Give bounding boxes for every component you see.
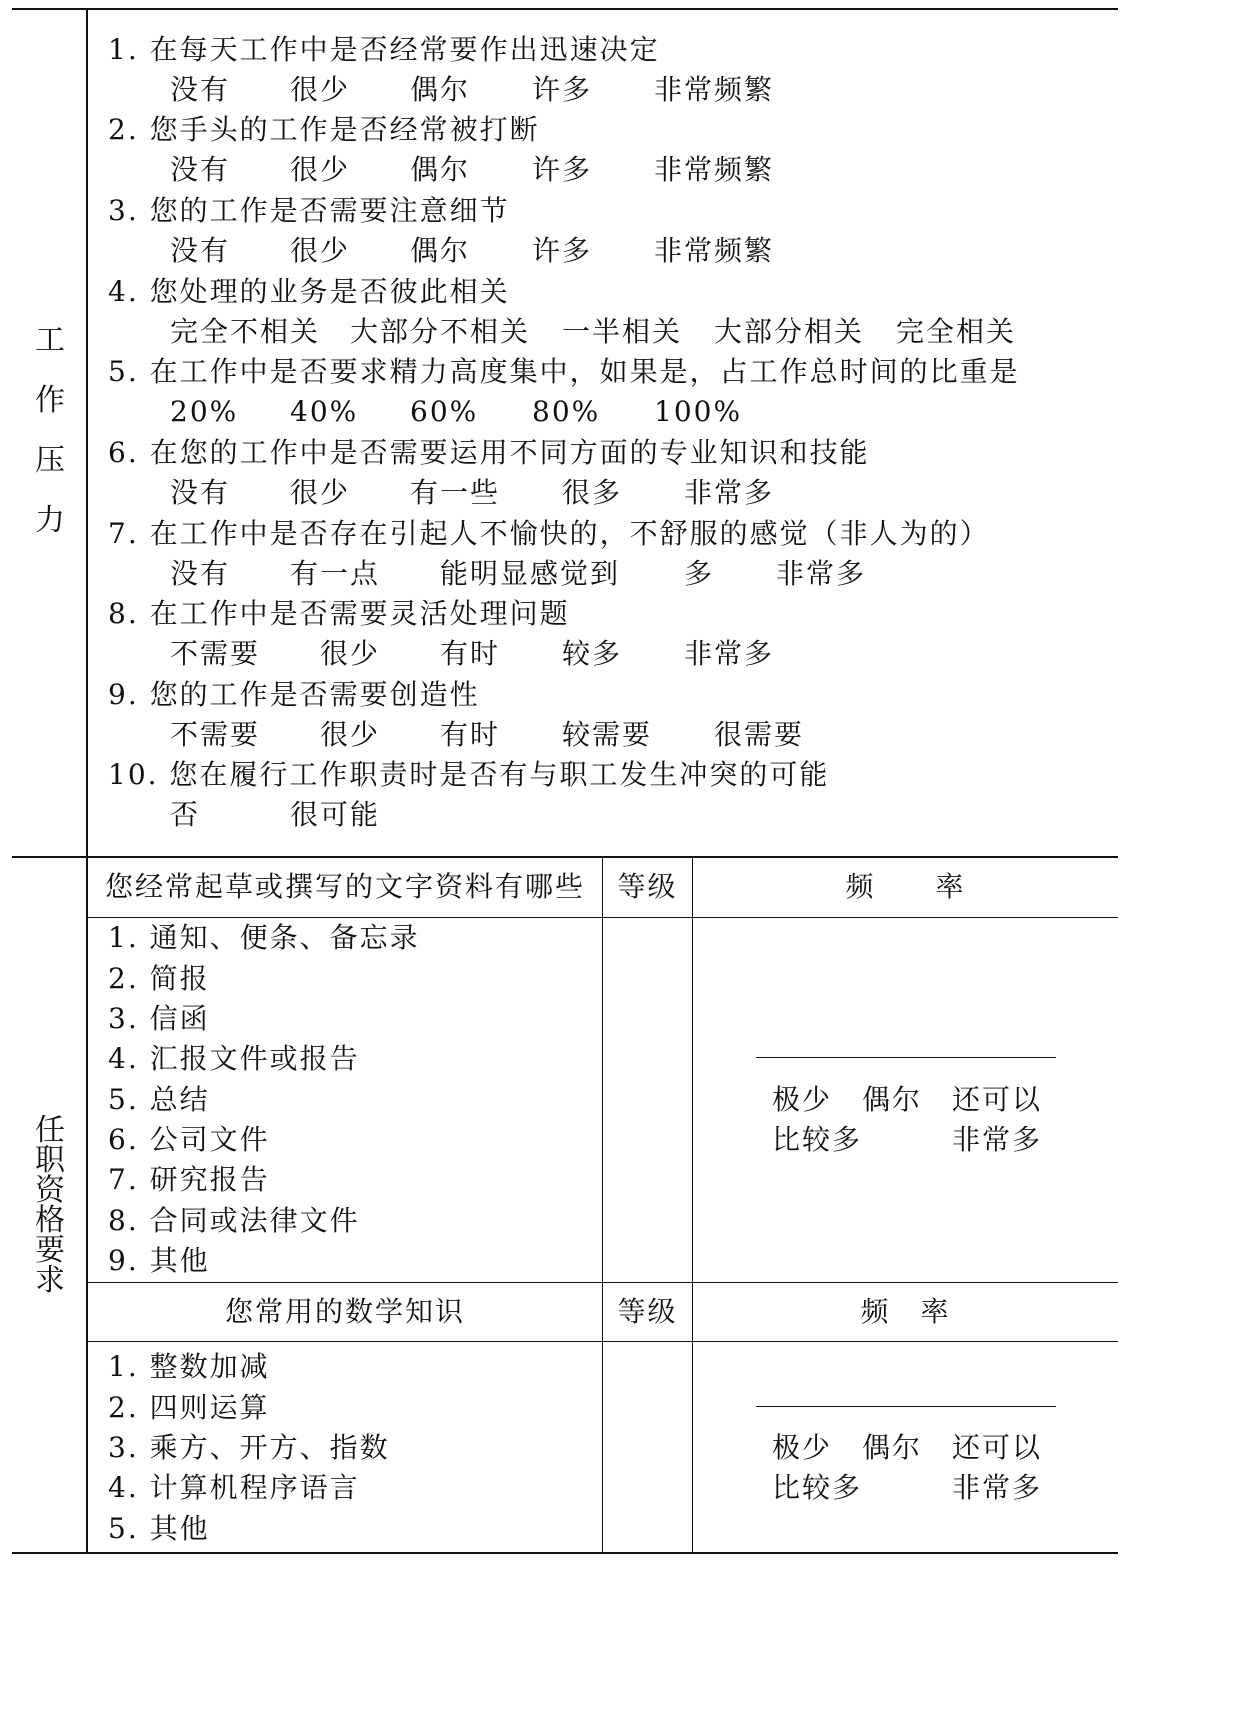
frequency-option: 极少 <box>772 1083 833 1116</box>
writing-grade-header: 等级 <box>617 870 678 903</box>
option: 40% <box>290 395 359 428</box>
option: 100% <box>654 395 743 428</box>
pressure-label-3: 压 <box>35 443 65 478</box>
math-frequency-header: 频 率 <box>860 1295 951 1328</box>
section-divider <box>12 856 1118 858</box>
question-6: 6. 在您的工作中是否需要运用不同方面的专业知识和技能 <box>108 436 870 469</box>
question-10: 10. 您在履行工作职责时是否有与职工发生冲突的可能 <box>108 758 830 791</box>
option: 很多 <box>562 476 623 509</box>
math-item: 3. 乘方、开方、指数 <box>108 1431 390 1464</box>
option: 完全不相关 <box>170 315 321 348</box>
option: 许多 <box>532 153 593 186</box>
option: 非常多 <box>776 557 867 590</box>
frequency-option: 偶尔 <box>862 1431 923 1464</box>
writing-item: 1. 通知、便条、备忘录 <box>108 921 420 954</box>
option: 偶尔 <box>410 73 471 106</box>
qualification-label-5: 要 <box>35 1233 65 1268</box>
writing-item: 7. 研究报告 <box>108 1163 270 1196</box>
writing-item: 3. 信函 <box>108 1002 210 1035</box>
option: 能明显感觉到 <box>440 557 621 590</box>
pressure-label-4: 力 <box>35 503 65 538</box>
question-7: 7. 在工作中是否存在引起人不愉快的，不舒服的感觉（非人为的） <box>108 517 990 550</box>
option: 很少 <box>290 153 351 186</box>
writing-item: 8. 合同或法律文件 <box>108 1204 360 1237</box>
math-item: 1. 整数加减 <box>108 1350 270 1383</box>
option: 很可能 <box>290 798 381 831</box>
frequency-option: 极少 <box>772 1431 833 1464</box>
math-item: 2. 四则运算 <box>108 1391 270 1424</box>
option: 许多 <box>532 73 593 106</box>
option: 没有 <box>170 557 231 590</box>
option: 有时 <box>440 637 501 670</box>
writing-item: 2. 简报 <box>108 962 210 995</box>
option: 很少 <box>290 73 351 106</box>
frequency-option: 非常多 <box>952 1471 1043 1504</box>
option: 不需要 <box>170 718 261 751</box>
option: 非常频繁 <box>654 73 775 106</box>
qualification-label-2: 职 <box>35 1143 65 1178</box>
option: 没有 <box>170 73 231 106</box>
writing-item: 4. 汇报文件或报告 <box>108 1042 360 1075</box>
frequency-option: 偶尔 <box>862 1083 923 1116</box>
option: 一半相关 <box>562 315 683 348</box>
option: 20% <box>170 395 239 428</box>
bottom-border <box>12 1552 1118 1554</box>
question-4: 4. 您处理的业务是否彼此相关 <box>108 275 510 308</box>
option: 很少 <box>320 637 381 670</box>
option: 有一点 <box>290 557 381 590</box>
option: 大部分相关 <box>714 315 865 348</box>
math-grade-header: 等级 <box>617 1295 678 1328</box>
option: 没有 <box>170 234 231 267</box>
question-1: 1. 在每天工作中是否经常要作出迅速决定 <box>108 33 660 66</box>
option: 偶尔 <box>410 234 471 267</box>
top-border <box>12 8 1118 10</box>
qualification-label-6: 求 <box>35 1263 65 1298</box>
option: 很少 <box>290 476 351 509</box>
writing-item: 6. 公司文件 <box>108 1123 270 1156</box>
writing-header: 您经常起草或撰写的文字资料有哪些 <box>104 870 585 903</box>
math-frequency-blank-line <box>756 1406 1056 1407</box>
option: 许多 <box>532 234 593 267</box>
option: 很少 <box>320 718 381 751</box>
option: 非常多 <box>684 476 775 509</box>
writing-item: 9. 其他 <box>108 1244 210 1277</box>
qualification-label-3: 资 <box>35 1173 65 1208</box>
option: 没有 <box>170 476 231 509</box>
grade-column-left <box>602 857 603 1553</box>
qualification-label-1: 任 <box>35 1113 65 1148</box>
question-9: 9. 您的工作是否需要创造性 <box>108 678 480 711</box>
option: 有一些 <box>410 476 501 509</box>
option: 不需要 <box>170 637 261 670</box>
option: 80% <box>532 395 601 428</box>
frequency-option: 比较多 <box>772 1123 863 1156</box>
question-8: 8. 在工作中是否需要灵活处理问题 <box>108 597 570 630</box>
frequency-option: 非常多 <box>952 1123 1043 1156</box>
writing-item: 5. 总结 <box>108 1083 210 1116</box>
option: 较需要 <box>562 718 653 751</box>
option: 大部分不相关 <box>350 315 531 348</box>
math-header-divider <box>88 1341 1118 1342</box>
option: 很需要 <box>714 718 805 751</box>
option: 较多 <box>562 637 623 670</box>
option: 非常多 <box>684 637 775 670</box>
qualification-label-4: 格 <box>35 1203 65 1238</box>
option: 60% <box>410 395 479 428</box>
option: 非常频繁 <box>654 234 775 267</box>
question-2: 2. 您手头的工作是否经常被打断 <box>108 113 540 146</box>
pressure-label-1: 工 <box>35 323 65 358</box>
frequency-option: 比较多 <box>772 1471 863 1504</box>
option: 多 <box>684 557 715 590</box>
pressure-label-2: 作 <box>35 383 65 418</box>
option: 有时 <box>440 718 501 751</box>
option: 偶尔 <box>410 153 471 186</box>
option: 非常频繁 <box>654 153 775 186</box>
option: 很少 <box>290 234 351 267</box>
math-item: 5. 其他 <box>108 1512 210 1545</box>
option: 完全相关 <box>896 315 1017 348</box>
question-3: 3. 您的工作是否需要注意细节 <box>108 194 510 227</box>
grade-column-right <box>692 857 693 1553</box>
writing-header-divider <box>88 917 1118 918</box>
question-5: 5. 在工作中是否要求精力高度集中，如果是，占工作总时间的比重是 <box>108 355 1020 388</box>
option: 没有 <box>170 153 231 186</box>
frequency-option: 还可以 <box>952 1083 1043 1116</box>
math-header-top <box>88 1282 1118 1283</box>
frequency-option: 还可以 <box>952 1431 1043 1464</box>
writing-frequency-blank-line <box>756 1057 1056 1058</box>
option: 否 <box>170 798 201 831</box>
writing-frequency-header: 频 率 <box>845 870 966 903</box>
math-header: 您常用的数学知识 <box>224 1295 465 1328</box>
math-item: 4. 计算机程序语言 <box>108 1471 360 1504</box>
